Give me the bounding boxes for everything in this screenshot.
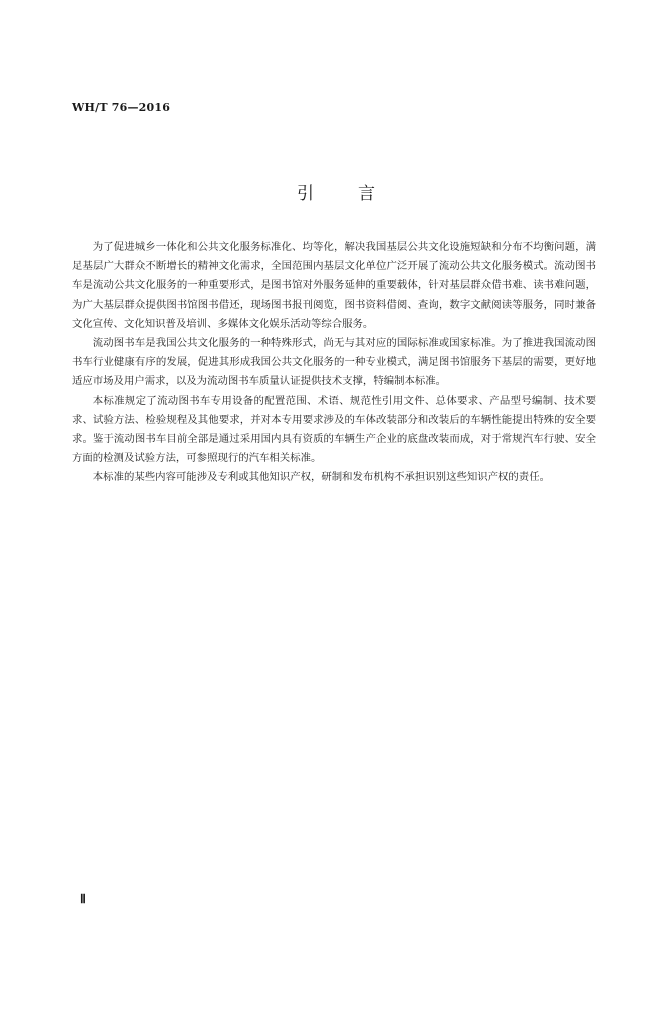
paragraph: 本标准的某些内容可能涉及专利或其他知识产权，研制和发布机构不承担识别这些知识产权的责任。	[92, 471, 550, 484]
section-title: 引言	[297, 184, 419, 204]
standard-code: WH/T 76—2016	[72, 101, 171, 114]
body-text	[72, 238, 596, 488]
paragraph: 为了促进城乡一体化和公共文化服务标准化、均等化，解决我国基层公共文化设施短缺和分布不均衡问题，满足基层广大群众不断增长的精神文化需求，全国范围内基层文化单位广泛开展了流动公共文化服务模式。流动图书车是流动公共文化服务的一种重要形式，是图书馆对外服务延伸的重要载体，针对基层群众借书难、读书难问题，为广大基层群众提供图书馆图书借还，现场图书报刊阅览，图书资料借阅、查询，数字文献阅读等服务，同时兼备文化宣传、文化知识普及培训、多媒体文化娱乐活动等综合服务。	[72, 241, 596, 330]
paragraph: 本标准规定了流动图书车专用设备的配置范围、术语、规范性引用文件、总体要求、产品型号编制、技术要求、试验方法、检验规程及其他要求，并对本专用要求涉及的车体改装部分和改装后的车辆性能提出特殊的安全要求。鉴于流动图书车目前全部是通过采用国内具有资质的车辆生产企业的底盘改装而成，对于常规汽车行驶、安全方面的检测及试验方法，可参照现行的汽车相关标准。	[72, 394, 596, 465]
page-number: Ⅱ	[80, 892, 86, 906]
paragraph: 流动图书车是我国公共文化服务的一种特殊形式，尚无与其对应的国际标准或国家标准。为了推进我国流动图书车行业健康有序的发展，促进其形成我国公共文化服务的一种专业模式，满足图书馆服务下基层的需要，更好地适应市场及用户需求，以及为流动图书车质量认证提供技术支撑，特编制本标准。	[72, 337, 596, 388]
